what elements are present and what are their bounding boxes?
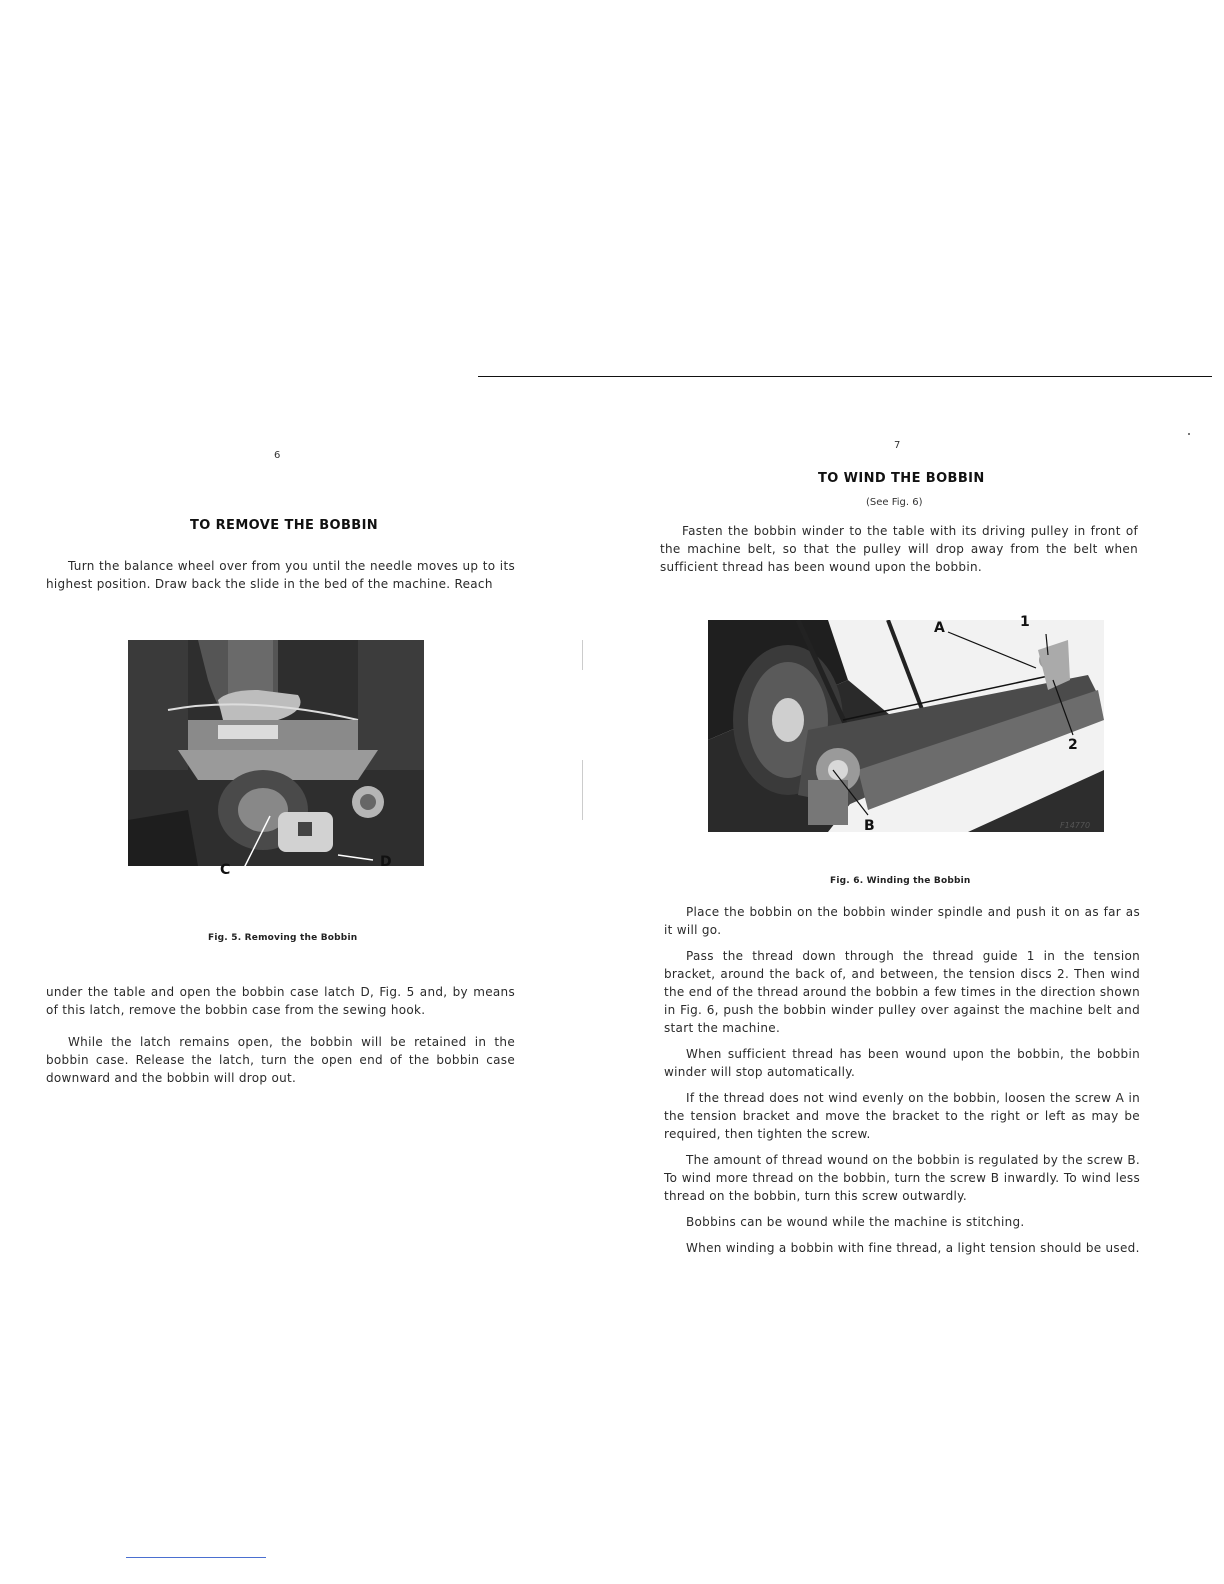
left-page-number: 6 bbox=[274, 450, 281, 461]
fig6-caption: Fig. 6. Winding the Bobbin bbox=[830, 876, 971, 886]
right-paragraph: When winding a bobbin with fine thread, a light tension should be used. bbox=[686, 1241, 1140, 1255]
fig6-code: F14770 bbox=[1060, 821, 1091, 830]
top-rule bbox=[478, 376, 1212, 377]
right-body-text bbox=[664, 903, 1140, 1257]
fig6-label-2: 2 bbox=[1068, 737, 1078, 753]
fig5-label-c: C bbox=[220, 862, 231, 878]
bottom-rule bbox=[126, 1557, 266, 1558]
left-intro: Turn the balance wheel over from you until the needle moves up to its highest position. Draw back the slide in the bed of the machine. Reach bbox=[46, 559, 515, 591]
gutter-mark bbox=[582, 640, 583, 670]
right-intro: Fasten the bobbin winder to the table with its driving pulley in front of the machine belt, so that the pulley will drop away from the belt when sufficient thread has been wound upon the bobbin. bbox=[660, 524, 1138, 574]
right-intro-text bbox=[660, 522, 1138, 576]
fig5-photo bbox=[128, 640, 424, 866]
left-body-text bbox=[46, 983, 515, 1101]
right-paragraph: Pass the thread down through the thread guide 1 in the tension bracket, around the back of, and between, the tension discs 2. Then wind the end of the thread around the bobbin a few times in the direction shown in Fig. 6, push the bobbin winder pulley over against the machine belt and start the machine. bbox=[664, 949, 1140, 1035]
fig5-caption: Fig. 5. Removing the Bobbin bbox=[208, 933, 358, 943]
left-page-title: TO REMOVE THE BOBBIN bbox=[190, 518, 379, 533]
gutter-mark bbox=[582, 760, 583, 820]
right-paragraph: Place the bobbin on the bobbin winder spindle and push it on as far as it will go. bbox=[664, 905, 1140, 937]
right-paragraph: The amount of thread wound on the bobbin is regulated by the screw B. To wind more thread on the bobbin, turn the screw B inwardly. To wind less thread on the bobbin, turn this screw outwardly. bbox=[664, 1153, 1140, 1203]
fig6-label-1: 1 bbox=[1020, 614, 1030, 630]
fig6-illustration bbox=[708, 620, 1104, 832]
right-page-number: 7 bbox=[894, 440, 901, 451]
fig6-label-b: B bbox=[864, 818, 875, 834]
scan-speck bbox=[1188, 433, 1190, 435]
left-intro-text bbox=[46, 557, 515, 593]
right-page-title: TO WIND THE BOBBIN bbox=[818, 471, 985, 486]
right-paragraph: If the thread does not wind evenly on the bobbin, loosen the screw A in the tension bracket and move the bracket to the right or left as may be required, then tighten the screw. bbox=[664, 1091, 1140, 1141]
fig5-illustration bbox=[128, 640, 424, 866]
right-paragraph: When sufficient thread has been wound upon the bobbin, the bobbin winder will stop automatically. bbox=[664, 1047, 1140, 1079]
fig5-label-d: D bbox=[380, 854, 392, 870]
right-paragraph: Bobbins can be wound while the machine is stitching. bbox=[686, 1215, 1025, 1229]
left-paragraph: under the table and open the bobbin case latch D, Fig. 5 and, by means of this latch, remove the bobbin case from the sewing hook. bbox=[46, 985, 515, 1017]
fig6-photo bbox=[708, 620, 1104, 832]
right-page-subtitle: (See Fig. 6) bbox=[866, 497, 923, 508]
left-paragraph: While the latch remains open, the bobbin will be retained in the bobbin case. Release the latch, turn the open end of the bobbin case downward and the bobbin will drop out. bbox=[46, 1035, 515, 1085]
fig6-label-a: A bbox=[934, 620, 945, 636]
